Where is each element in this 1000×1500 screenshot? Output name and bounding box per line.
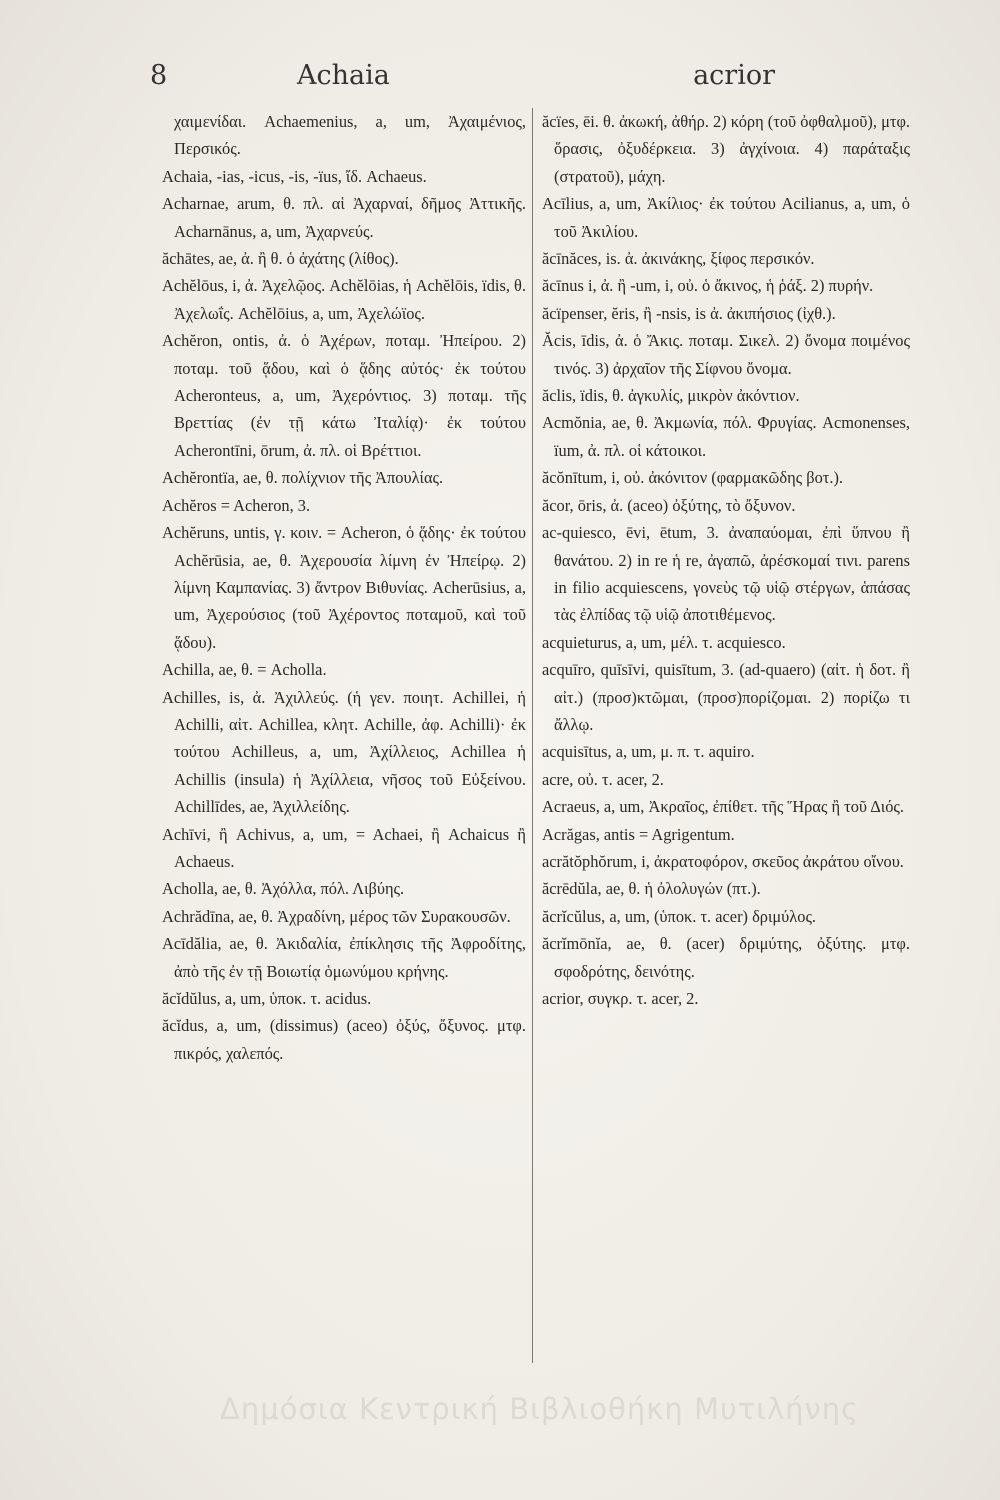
dictionary-entry: acrătŏphŏrum, i, ἀκρατοφόρον, σκεῦος ἀκράτου οἴνου. xyxy=(542,851,904,871)
dictionary-entry: ăcīnăces, is. ἀ. ἀκινάκης, ξίφος περσικόν. xyxy=(542,249,815,269)
dictionary-entry: ăcïpenser, ĕris, ἢ -nsis, is ἀ. ἀκιπήσιος (ἰχθ.). xyxy=(542,303,836,323)
right-guide-word: acrior xyxy=(693,60,775,91)
left-column xyxy=(162,108,526,1362)
dictionary-entry: acquīro, quīsīvi, quisītum, 3. (ad-quaero) (αἰτ. ἡ δοτ. ἢ αἰτ.) (προσ)κτῶμαι, (προσ)πορίζομαι. 2) πορίζω τι ἄλλῳ. xyxy=(542,660,910,734)
dictionary-entry: Achaia, -ias, -icus, -is, -ïus, ἴδ. Achaeus. xyxy=(162,166,427,186)
dictionary-entry: Achrădīna, ae, θ. Ἀχραδίνη, μέρος τῶν Συρακουσῶν. xyxy=(162,906,511,926)
dictionary-entry: Ăcis, īdis, ἀ. ὁ Ἄκις. ποταμ. Σικελ. 2) ὄνομα ποιμένος τινός. 3) ἀρχαῖον τῆς Σίφνου ὄνομα. xyxy=(542,331,910,378)
dictionary-entry: acre, οὐ. τ. acer, 2. xyxy=(542,769,664,789)
dictionary-entry: ăcīnus i, ἀ. ἢ -um, i, οὐ. ὁ ἄκινος, ἡ ῥάξ. 2) πυρήν. xyxy=(542,276,874,296)
dictionary-entry: Achĕruns, untis, γ. κοιν. = Acheron, ὁ ᾅδης· ἐκ τούτου Achĕrūsia, ae, θ. Ἀχερουσία λίμνη ἐν Ἠπείρῳ. 2) λίμνη Καμπανίας. 3) ἄντρον Βιθυνίας. Acherūsius, a, um, Ἀχερούσιος (τοῦ Ἀχέροντος ποταμοῦ, καὶ τοῦ ᾅδου). xyxy=(162,523,526,652)
dictionary-entry: acquieturus, a, um, μέλ. τ. acquiesco. xyxy=(542,632,786,652)
dictionary-entry: Acmŏnia, ae, θ. Ἀκμωνία, πόλ. Φρυγίας. Acmonenses, ïum, ἀ. πλ. οἱ κάτοικοι. xyxy=(542,413,910,460)
page-number: 8 xyxy=(150,60,168,91)
dictionary-entry: ăchātes, ae, ἀ. ἢ θ. ὁ ἀχάτης (λίθος). xyxy=(162,249,399,269)
dictionary-entry: Acraeus, a, um, Ἀκραῖος, ἐπίθετ. τῆς Ἥρας ἢ τοῦ Διός. xyxy=(542,797,904,817)
dictionary-entry: Achĕrontïa, ae, θ. πολίχνιον τῆς Ἀπουλίας. xyxy=(162,468,444,488)
dictionary-entry: ăcŏnītum, i, οὐ. ἀκόνιτον (φαρμακῶδης βοτ.). xyxy=(542,468,844,488)
column-divider xyxy=(532,108,533,1363)
dictionary-entry: acquisītus, a, um, μ. π. τ. aquiro. xyxy=(542,742,755,762)
dictionary-entry: Achilla, ae, θ. = Acholla. xyxy=(162,660,327,680)
dictionary-entry: Achĕlōus, i, ἀ. Ἀχελῷος. Achĕlōias, ἡ Achĕlōis, ïdis, θ. Ἀχελωΐς. Achĕlōius, a, um, Ἀχελώϊος. xyxy=(162,276,526,323)
dictionary-entry: χαιμενίδαι. Achaemenius, a, um, Ἀχαιμένιος, Περσικός. xyxy=(174,112,526,159)
dictionary-entry: Achīvi, ἢ Achivus, a, um, = Achaei, ἢ Achaicus ἢ Achaeus. xyxy=(162,824,526,871)
dictionary-entry: Acīlius, a, um, Ἀκίλιος· ἐκ τούτου Acilianus, a, um, ὁ τοῦ Ἀκιλίου. xyxy=(542,194,910,241)
dictionary-entry: Achilles, is, ἀ. Ἀχιλλεύς. (ἡ γεν. ποιητ. Achillei, ἡ Achilli, αἰτ. Achillea, κλητ. Achille, ἀφ. Achilli)· ἐκ τούτου Achilleus, a, um, Ἀχίλλειος, Achillea ἡ Achillis (insula) ἡ Ἀχίλλεια, νῆσος τοῦ Εὐξείνου. Achillīdes, ae, Ἀχιλλείδης. xyxy=(162,687,526,817)
dictionary-entry: Achĕros = Acheron, 3. xyxy=(162,495,311,515)
dictionary-entry: acrior, συγκρ. τ. acer, 2. xyxy=(542,989,699,1008)
dictionary-entry: ăcïes, ēi. θ. ἀκωκή, ἀθήρ. 2) κόρη (τοῦ ὀφθαλμοῦ), μτφ. ὅρασις, ὀξυδέρκεια. 3) ἀγχίνοια. 4) παράταξις (στρατοῦ), μάχη. xyxy=(542,112,910,186)
right-column xyxy=(542,108,910,1362)
dictionary-entry: ăcĭdus, a, um, (dissimus) (aceo) ὀξύς, ὄξυνος. μτφ. πικρός, χαλεπός. xyxy=(162,1016,526,1063)
dictionary-entry: Acharnae, arum, θ. πλ. αἱ Ἀχαρναί, δῆμος Ἀττικῆς. Acharnānus, a, um, Ἀχαρνεύς. xyxy=(162,194,526,241)
dictionary-entry: ăcrĭmōnĭa, ae, θ. (acer) δριμύτης, ὀξύτης. μτφ. σφοδρότης, δεινότης. xyxy=(542,934,910,981)
dictionary-entry: Achĕron, ontis, ἀ. ὁ Ἀχέρων, ποταμ. Ἠπείρου. 2) ποταμ. τοῦ ᾅδου, καὶ ὁ ᾅδης αὐτός· ἐκ τούτου Acheronteus, a, um, Ἀχερόντιος. 3) ποταμ. τῆς Βρεττίας (ἐν τῇ κάτω Ἰταλίᾳ)· ἐκ τούτου Acherontīni, ōrum, ἀ. πλ. οἱ Βρέττιοι. xyxy=(162,331,526,460)
dictionary-entry: ăcor, ōris, ἀ. (aceo) ὀξύτης, τὸ ὄξυνον. xyxy=(542,495,796,515)
dictionary-entry: Acīdălia, ae, θ. Ἀκιδαλία, ἐπίκλησις τῆς Ἀφροδίτης, ἀπὸ τῆς ἐν τῇ Βοιωτίᾳ ὁμωνύμου κρήνης. xyxy=(162,934,526,981)
left-guide-word: Achaia xyxy=(297,60,390,91)
library-watermark: Δημόσια Κεντρική Βιβλιοθήκη Μυτιλήνης xyxy=(220,1392,860,1426)
dictionary-entry: ăclis, ïdis, θ. ἀγκυλίς, μικρὸν ἀκόντιον. xyxy=(542,386,800,406)
dictionary-entry: ăcĭdŭlus, a, um, ὑποκ. τ. acidus. xyxy=(162,989,372,1008)
dictionary-entry: Acholla, ae, θ. Ἀχόλλα, πόλ. Λιβύης. xyxy=(162,879,405,899)
dictionary-entry: ăcrĭcŭlus, a, um, (ὑποκ. τ. acer) δριμύλος. xyxy=(542,906,817,926)
dictionary-entry: ăcrēdŭla, ae, θ. ἡ ὀλολυγών (πτ.). xyxy=(542,879,761,899)
dictionary-entry: ac-quiesco, ēvi, ētum, 3. ἀναπαύομαι, ἐπὶ ὕπνου ἢ θανάτου. 2) in re ἡ re, ἀγαπῶ, ἀρέσκομαί τινι. parens in filio acquiescens, γονεὺς τῷ υἱῷ στέργων, ἁπάσας τὰς ἐλπίδας τῷ υἱῷ ἀποτιθέμενος. xyxy=(542,523,910,625)
dictionary-entry: Acrăgas, antis = Agrigentum. xyxy=(542,824,735,844)
page-header xyxy=(150,60,775,100)
